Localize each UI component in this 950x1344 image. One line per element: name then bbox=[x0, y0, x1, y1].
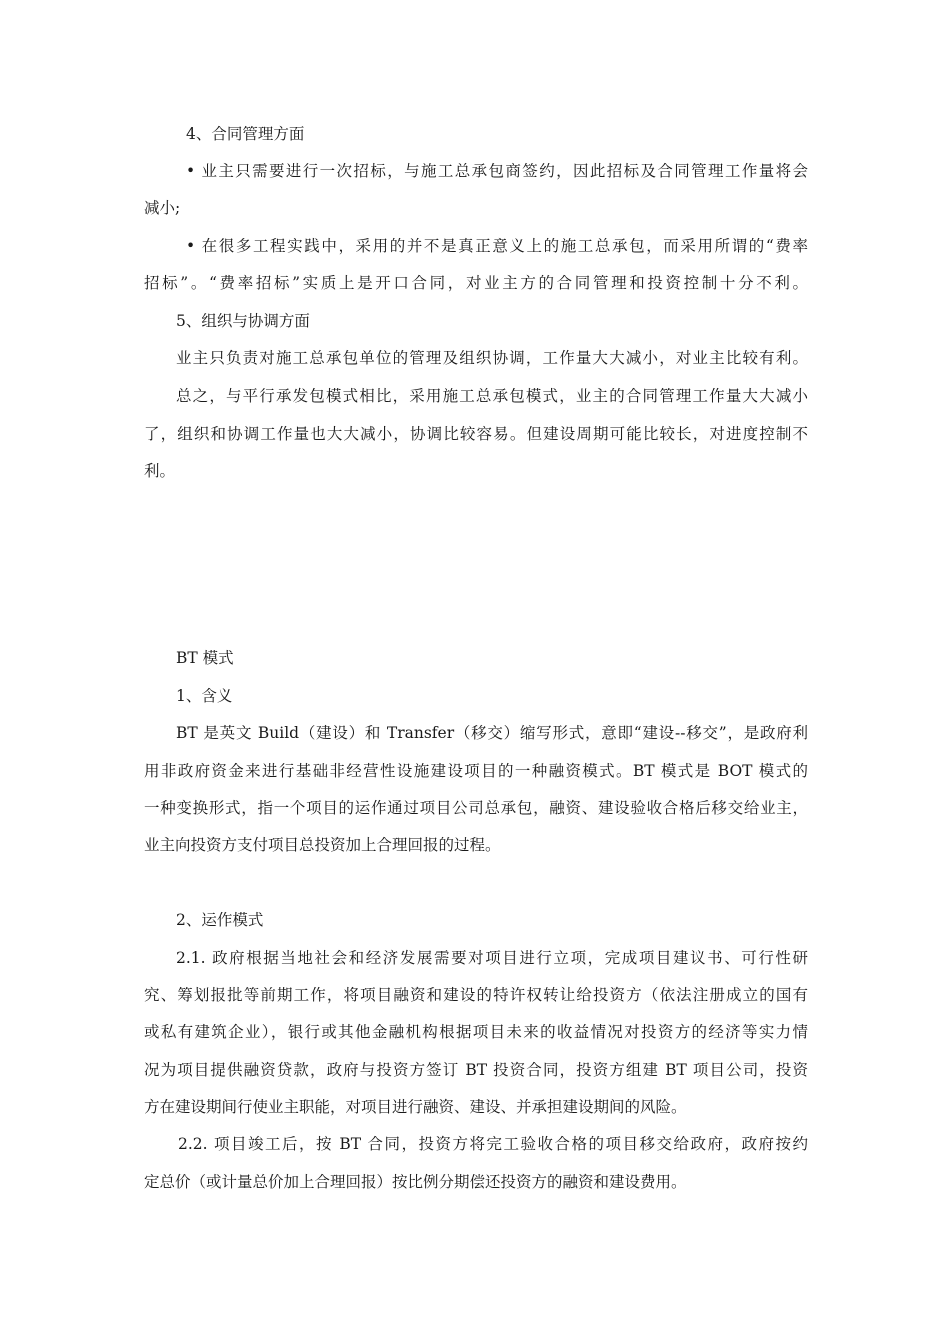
section-heading-organization: 5、组织与协调方面 bbox=[176, 312, 310, 330]
paragraph-line: 2.2. 项目竣工后，按 BT 合同，投资方将完工验收合格的项目移交给政府，政府按约 bbox=[178, 1135, 808, 1153]
paragraph-line: 业主向投资方支付项目总投资加上合理回报的过程。 bbox=[144, 836, 501, 854]
paragraph-line: 究、筹划报批等前期工作，将项目融资和建设的特许权转让给投资方（依法注册成立的国有 bbox=[144, 986, 808, 1004]
paragraph-line: 业主只负责对施工总承包单位的管理及组织协调，工作量大大减小，对业主比较有利。 bbox=[176, 349, 808, 367]
paragraph-line: 方在建设期间行使业主职能，对项目进行融资、建设、并承担建设期间的风险。 bbox=[144, 1098, 687, 1116]
paragraph-line: 利。 bbox=[144, 462, 176, 480]
bullet-line: 招标”。“费率招标”实质上是开口合同，对业主方的合同管理和投资控制十分不利。 bbox=[144, 274, 808, 292]
section-heading-operation: 2、运作模式 bbox=[176, 911, 264, 929]
section-heading-meaning: 1、含义 bbox=[176, 687, 233, 705]
paragraph-line: 用非政府资金来进行基础非经营性设施建设项目的一种融资模式。BT 模式是 BOT 模式的 bbox=[144, 762, 808, 780]
paragraph-line: 总之，与平行承发包模式相比，采用施工总承包模式，业主的合同管理工作量大大减小 bbox=[176, 387, 808, 405]
paragraph-line: 了，组织和协调工作量也大大减小，协调比较容易。但建设周期可能比较长，对进度控制不 bbox=[144, 425, 808, 443]
bullet-line: 减小; bbox=[144, 199, 181, 217]
bullet-line: • 在很多工程实践中，采用的并不是真正意义上的施工总承包，而采用所谓的“费率 bbox=[186, 237, 808, 255]
bt-title: BT 模式 bbox=[176, 649, 234, 667]
paragraph-line: 2.1. 政府根据当地社会和经济发展需要对项目进行立项，完成项目建议书、可行性研 bbox=[176, 949, 808, 967]
paragraph-line: 一种变换形式，指一个项目的运作通过项目公司总承包，融资、建设验收合格后移交给业主， bbox=[144, 799, 808, 817]
paragraph-line: BT 是英文 Build（建设）和 Transfer（移交）缩写形式，意即“建设--移交”，是政府利 bbox=[176, 724, 808, 742]
section-heading-contract: 4、合同管理方面 bbox=[186, 125, 305, 143]
paragraph-line: 或私有建筑企业），银行或其他金融机构根据项目未来的收益情况对投资方的经济等实力情 bbox=[144, 1023, 808, 1041]
bullet-line: • 业主只需要进行一次招标，与施工总承包商签约，因此招标及合同管理工作量将会 bbox=[186, 162, 808, 180]
paragraph-line: 况为项目提供融资贷款，政府与投资方签订 BT 投资合同，投资方组建 BT 项目公司，投资 bbox=[144, 1061, 808, 1079]
paragraph-line: 定总价（或计量总价加上合理回报）按比例分期偿还投资方的融资和建设费用。 bbox=[144, 1173, 687, 1191]
